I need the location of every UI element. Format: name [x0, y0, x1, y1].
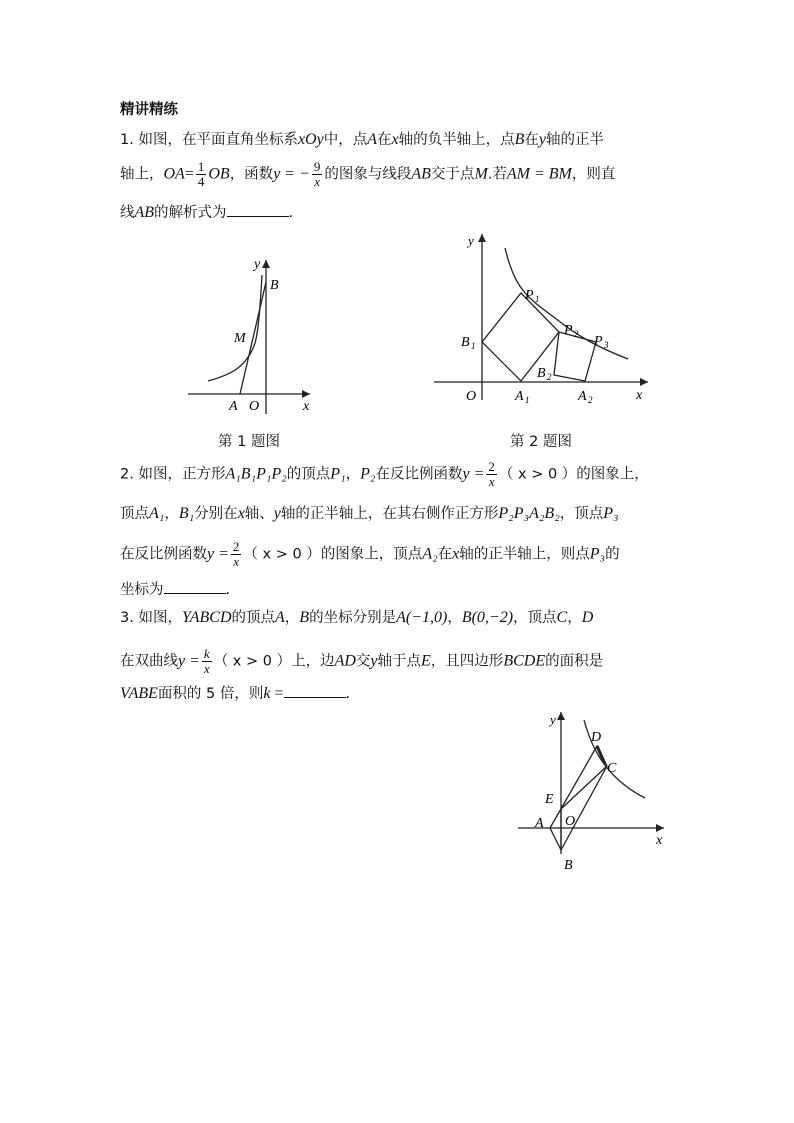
fig2-label-b2-sub: 2	[547, 372, 552, 382]
q2-text: 在	[437, 546, 453, 563]
q1-oa: OA	[163, 165, 185, 183]
q2-square-1: A₁B₁P₁P₂	[225, 465, 287, 483]
fig2-label-p1-sub: 1	[535, 294, 540, 304]
fig3-y-arrow	[557, 712, 565, 720]
fig2-label-a1-sub: 1	[525, 395, 530, 405]
q1-axis: y	[538, 131, 546, 148]
q2-line-4	[120, 578, 230, 599]
q1-func: y = −	[273, 165, 310, 183]
fig2-label-o: O	[466, 389, 477, 404]
q1-text: .	[288, 205, 294, 221]
q3-text: 轴于点	[377, 653, 422, 670]
q2-text: 的图象上，顶点	[320, 546, 423, 563]
fig2-label-p2: P	[564, 323, 573, 338]
q2-text: ，	[345, 466, 361, 483]
fig1-caption: 第 1 题图	[218, 434, 280, 450]
fig2-curve	[505, 248, 628, 359]
q3-text: ，	[447, 610, 462, 626]
q1-text: 的解析式为	[154, 205, 227, 221]
fig2-x-arrow	[640, 378, 648, 386]
q1-text: ，则直	[571, 166, 616, 183]
q2-point: A₂	[422, 545, 438, 563]
fig3-label-y: y	[550, 712, 556, 727]
q3-text: .	[345, 686, 351, 702]
q3-func-fraction: $\frac{k}{x}$	[203, 646, 210, 676]
section-title: 精讲精练	[120, 102, 178, 118]
q3-point: B	[299, 609, 310, 626]
q1-eq: =	[184, 165, 194, 183]
q3-condition: （ x > 0 ）	[213, 653, 292, 670]
q2-text: 轴的正半轴上，在其右侧作正方形	[280, 506, 499, 522]
q1-answer-blank[interactable]	[227, 204, 289, 217]
fig3-label-o: O	[565, 814, 576, 829]
q3-text: 在双曲线	[120, 653, 178, 670]
fig1-label-o: O	[249, 399, 260, 414]
q2-text: 的	[605, 546, 620, 563]
figure-3	[510, 706, 670, 878]
q3-bcde: BCDE	[503, 652, 546, 670]
fig2-label-y: y	[468, 233, 474, 248]
q3-text: 如图，	[138, 610, 182, 626]
q3-point: A	[275, 609, 285, 626]
q1-text: 轴的正半	[546, 132, 604, 148]
q1-sys: xOy	[297, 131, 324, 148]
q1-line-2	[120, 160, 615, 189]
q3-text: 面积的 5 倍，则	[157, 686, 264, 702]
q2-axis: y	[273, 505, 281, 522]
q2-text: 在反比例函数	[375, 466, 463, 483]
q1-line-3	[120, 201, 293, 222]
q1-axis: x	[391, 131, 399, 148]
q3-eq: =	[270, 685, 284, 702]
fig2-label-b1: B	[461, 335, 470, 350]
q1-am-bm: AM = BM	[506, 165, 572, 183]
fig1-label-x: x	[303, 399, 310, 414]
q1-text: 中，点	[323, 132, 368, 148]
q3-line-1	[120, 606, 593, 627]
q3-text: ，且四边形	[430, 653, 504, 670]
q3-point: D	[581, 609, 594, 626]
fig2-y-arrow	[478, 234, 486, 242]
q3-answer-blank[interactable]	[284, 685, 346, 698]
q2-line-3	[120, 540, 620, 569]
q1-point: M	[474, 165, 488, 183]
q2-text: 轴、	[244, 506, 274, 522]
q3-b-coord: B(0,−2)	[461, 609, 514, 626]
q2-point: P₂	[360, 465, 376, 483]
q3-line-3	[120, 682, 350, 703]
q1-ab: AB	[134, 204, 155, 221]
q2-point: P₁	[330, 465, 346, 483]
q3-text: 的坐标分别是	[309, 610, 397, 626]
q1-text: 在	[377, 132, 392, 148]
figure-2	[430, 228, 655, 408]
q2-text: 在反比例函数	[120, 546, 207, 563]
fig2-square-2	[554, 332, 596, 381]
q3-ad: AD	[334, 652, 356, 670]
q2-text: ，顶点	[559, 506, 604, 522]
q2-text: 轴的正半轴上，则点	[459, 546, 590, 563]
q3-parallelogram: YABCD	[181, 609, 232, 626]
q3-point: C	[556, 609, 568, 626]
q3-text: 上，边	[291, 653, 335, 670]
q1-text: 线	[120, 205, 135, 221]
fig2-label-b1-sub: 1	[471, 341, 476, 351]
q2-text: 的图象上，	[576, 466, 649, 483]
q3-text: 交	[355, 653, 371, 670]
q3-k: k	[263, 685, 271, 702]
q2-number: 2.	[120, 466, 134, 483]
q1-func-fraction: $\frac{9}{x}$	[313, 159, 321, 189]
q2-text: 坐标为	[120, 582, 164, 598]
q1-number: 1.	[120, 132, 134, 148]
fig2-label-a2: A	[578, 389, 587, 404]
q2-func-fraction: $\frac{2}{x}$	[488, 459, 495, 489]
q2-line-1	[120, 460, 649, 489]
q3-text: ，	[567, 610, 582, 626]
q1-text: .若	[487, 166, 507, 183]
q2-text: ，	[164, 506, 179, 522]
q3-point: E	[421, 652, 431, 670]
q3-number: 3.	[120, 610, 134, 626]
q1-point: A	[367, 131, 377, 148]
q2-func-fraction: $\frac{2}{x}$	[232, 539, 240, 569]
fig2-label-b2: B	[537, 366, 546, 381]
q2-point: P₃	[603, 505, 619, 522]
fig3-label-b: B	[564, 858, 573, 873]
q2-axis: x	[237, 505, 245, 522]
q2-text: 的顶点	[286, 466, 331, 483]
q2-line-2	[120, 502, 619, 523]
fig1-curve	[208, 275, 262, 381]
fig3-label-a: A	[535, 816, 544, 831]
q2-point: P₃	[589, 545, 606, 563]
fig3-label-c: C	[607, 761, 617, 776]
q2-text: 顶点	[120, 506, 149, 522]
q2-square-2: P₂P₃A₂B₂	[498, 505, 560, 522]
q3-axis: y	[370, 652, 378, 670]
q1-text: 如图，在平面直角坐标系	[138, 132, 298, 148]
fig2-label-a2-sub: 2	[588, 395, 593, 405]
fig3-label-x: x	[656, 833, 663, 848]
fig1-label-y: y	[254, 257, 261, 272]
q1-point: B	[514, 131, 525, 148]
fig3-x-arrow	[656, 824, 664, 832]
fig2-label-p1: P	[525, 288, 534, 303]
q1-text: 交于点	[430, 166, 475, 183]
q2-text: .	[225, 582, 231, 598]
q1-text: 的图象与线段	[324, 166, 412, 183]
fig1-y-arrow	[262, 260, 270, 268]
q3-triangle: VABE	[120, 685, 158, 702]
fig3-label-e: E	[545, 792, 554, 807]
q2-func: y =	[462, 465, 485, 483]
fig2-label-p3-sub: 3	[604, 340, 609, 350]
fig2-label-p2-sub: 2	[574, 329, 579, 339]
q1-line-1	[120, 128, 604, 149]
fig2-label-x: x	[636, 388, 643, 403]
fig2-caption: 第 2 题图	[510, 434, 572, 450]
q2-axis: x	[452, 545, 460, 563]
q2-text: 分别在	[194, 506, 238, 522]
fig2-square-1	[482, 293, 559, 381]
q3-text: 的顶点	[231, 610, 276, 626]
q1-fraction: $\frac{1}{4}$	[197, 159, 205, 189]
fig2-label-p3: P	[594, 334, 603, 349]
q2-text: 如图，正方形	[138, 466, 226, 483]
fig1-label-m: M	[234, 331, 246, 346]
q3-text: ，顶点	[513, 610, 557, 626]
q2-point: A₁	[149, 505, 165, 522]
q1-text: 在	[524, 132, 539, 148]
fig3-parallelogram	[550, 746, 607, 850]
q3-a-coord: A(−1,0)	[396, 609, 448, 626]
q1-ab: AB	[411, 165, 431, 183]
q2-condition: （ x > 0 ）	[498, 466, 577, 483]
q3-text: ，	[284, 610, 300, 626]
q3-func: y =	[178, 652, 200, 670]
q1-ob: OB	[208, 165, 230, 183]
q3-text: 的面积是	[545, 653, 604, 670]
fig1-label-b: B	[270, 278, 279, 293]
fig2-label-a1: A	[515, 389, 524, 404]
fig1-x-arrow	[302, 390, 310, 398]
q2-point: B₁	[178, 505, 195, 522]
fig3-segment-ec	[561, 766, 607, 809]
q3-line-2	[120, 647, 603, 676]
q2-condition: （ x > 0 ）	[243, 546, 321, 563]
fig3-label-d: D	[591, 730, 602, 745]
q1-text: 轴上，	[120, 166, 164, 183]
figure-1	[180, 250, 320, 420]
q2-answer-blank[interactable]	[164, 581, 226, 594]
q1-text: 轴的负半轴上，点	[398, 132, 515, 148]
q1-text: ，函数	[229, 166, 274, 183]
q2-func: y =	[207, 545, 229, 563]
fig1-label-a: A	[229, 399, 238, 414]
